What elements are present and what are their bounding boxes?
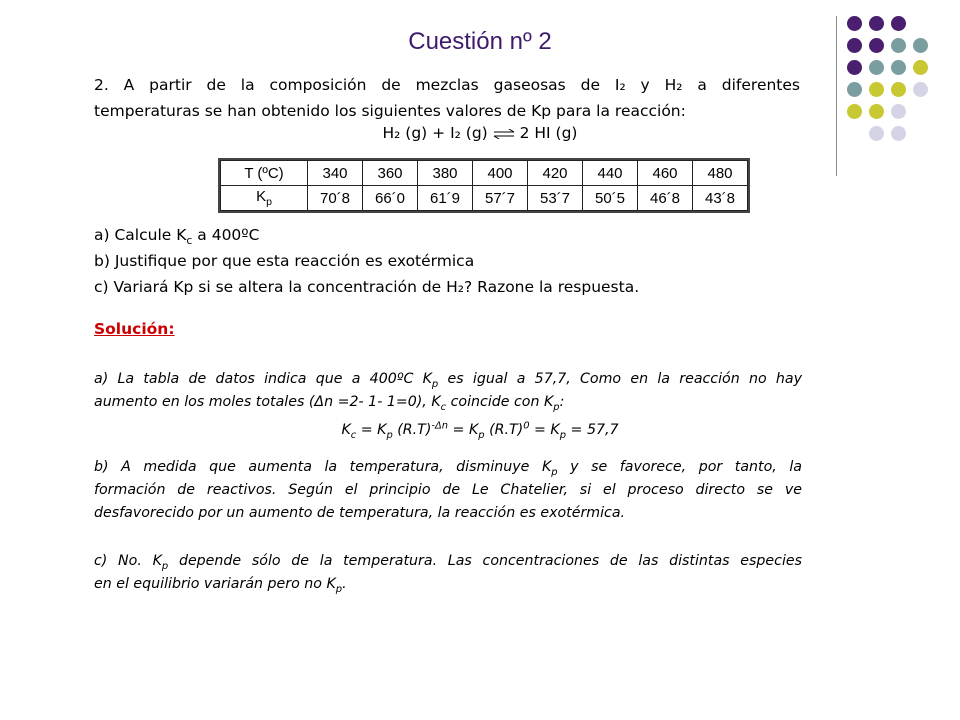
- table-cell-temperature: 480: [693, 161, 748, 186]
- answer-b-line-1: b) A medida que aumenta la temperatura, disminuye $K_p$ y se favorece, por tanto, la: [94, 459, 802, 478]
- table-cell-kp: 66´0: [363, 186, 418, 211]
- formula-text: $K_c = K_p$ $(R.T)^{-\Delta n} = K_p$ $(R.T)^0 = K_p = 57,7$: [341, 420, 619, 441]
- decorative-dot: [847, 60, 862, 75]
- decorative-dot: [913, 60, 928, 75]
- answer-b-line-3: desfavorecido por un aumento de temperatura, la reacción es exotérmica.: [94, 505, 626, 521]
- reaction-equation: [0, 124, 960, 142]
- equilibrium-arrows-icon: [493, 129, 515, 139]
- answer-a-line-1: a) La tabla de datos indica que a 400ºC $K_p$ es igual a 57,7, Como en la reacción no hay: [94, 371, 802, 390]
- table-cell-kp: 57´7: [473, 186, 528, 211]
- table-cell-temperature: 380: [418, 161, 473, 186]
- answer-a-formula: [0, 414, 960, 447]
- table-cell-temperature: 340: [308, 161, 363, 186]
- answer-b-line-2: formación de reactivos. Según el principio de Le Chatelier, si el proceso directo se ve: [94, 482, 802, 498]
- table-row-kp: [221, 186, 748, 211]
- table-cell-temperature: 460: [638, 161, 693, 186]
- table-cell-temperature: 400: [473, 161, 528, 186]
- decorative-dot: [891, 82, 906, 97]
- divider-line: [836, 16, 837, 176]
- decorative-dot: [891, 60, 906, 75]
- kp-data-table: [220, 160, 748, 211]
- slide-title: Cuestión nº 2: [408, 28, 552, 55]
- equation-right: 2 HI (g): [519, 124, 578, 142]
- decorative-dot: [891, 16, 906, 31]
- decorative-dot: [847, 16, 862, 31]
- question-c: c) Variará Kp si se altera la concentración de H₂? Razone la respuesta.: [94, 278, 640, 296]
- table-cell-kp: 70´8: [308, 186, 363, 211]
- question-a: a) Calcule $K_c$ a 400ºC: [94, 226, 260, 248]
- table-row-temperature: [221, 161, 748, 186]
- table-cell-kp: 61´9: [418, 186, 473, 211]
- table-cell-kp: 50´5: [583, 186, 638, 211]
- solution-heading: Solución:: [94, 320, 175, 338]
- table-cell-kp: 53´7: [528, 186, 583, 211]
- table-header-temperature: T (ºC): [221, 161, 308, 186]
- answer-c-line-1: c) No. $K_p$ depende sólo de la temperatura. Las concentraciones de las distintas especies: [94, 553, 802, 572]
- decorative-dot: [913, 38, 928, 53]
- decorative-dot: [869, 16, 884, 31]
- decorative-dot: [869, 82, 884, 97]
- decorative-dot: [891, 38, 906, 53]
- question-line-2: temperaturas se han obtenido los siguientes valores de Kp para la reacción:: [94, 102, 686, 120]
- table-header-kp: $K_p$: [221, 186, 308, 211]
- table-cell-kp: 43´8: [693, 186, 748, 211]
- decorative-dot: [869, 38, 884, 53]
- answer-a-line-2: aumento en los moles totales (Δn =2- 1- 1=0), $K_c$ coincide con $K_p$:: [94, 394, 565, 413]
- decorative-dot: [869, 60, 884, 75]
- question-line-1: 2. A partir de la composición de mezclas gaseosas de I₂ y H₂ a diferentes: [94, 76, 800, 94]
- table-cell-temperature: 420: [528, 161, 583, 186]
- equation-left: H₂ (g) + I₂ (g): [382, 124, 488, 142]
- decorative-dot: [913, 82, 928, 97]
- question-b: b) Justifique por que esta reacción es exotérmica: [94, 252, 475, 270]
- decorative-dot: [869, 104, 884, 119]
- table-cell-temperature: 360: [363, 161, 418, 186]
- answer-c-line-2: en el equilibrio variarán pero no $K_p$.: [94, 576, 347, 595]
- table-cell-temperature: 440: [583, 161, 638, 186]
- decorative-dot: [847, 82, 862, 97]
- decorative-dot: [847, 38, 862, 53]
- table-cell-kp: 46´8: [638, 186, 693, 211]
- decorative-dot: [891, 104, 906, 119]
- decorative-dot: [847, 104, 862, 119]
